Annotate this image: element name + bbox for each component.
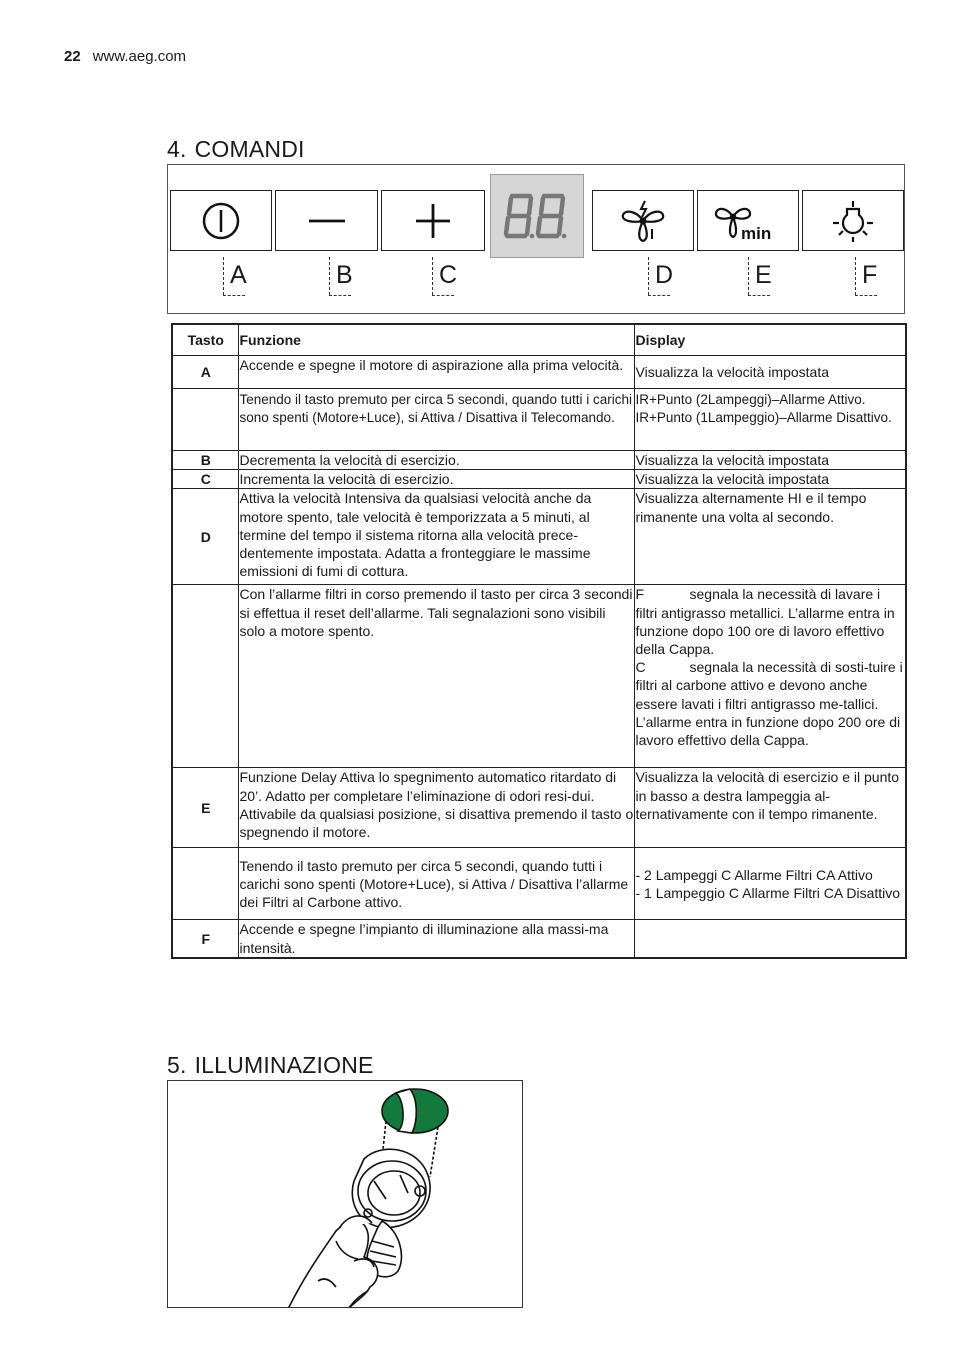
header-tasto: Tasto <box>172 324 238 356</box>
table-row: A Accende e spegne il motore di aspirazione alla prima velocità. Visualizza la velocità impostata <box>172 356 906 389</box>
key-label-d: D <box>648 257 674 297</box>
table-row: C Incrementa la velocità di esercizio. Visualizza la velocità impostata <box>172 470 906 489</box>
fan-boost-icon <box>619 199 667 243</box>
table-row: B Decrementa la velocità di esercizio. Visualizza la velocità impostata <box>172 451 906 470</box>
table-row: F Accende e spegne l’impianto di illuminazione alla massi-ma intensità. <box>172 920 906 958</box>
page-number: 22 <box>64 48 81 65</box>
min-text: min <box>741 223 772 243</box>
display-icon <box>502 192 572 240</box>
website: www.aeg.com <box>92 48 187 65</box>
page-header <box>64 48 186 65</box>
key-light <box>802 190 904 251</box>
plus-icon <box>413 201 453 241</box>
table-row: E Funzione Delay Attiva lo spegnimento automatico ritardato di 20’. Adatto per completare l’eliminazione di odori resi-dui. Attivabile da qualsiasi posizione, si disattiva premendo il tasto o spegnendo il motore. Visualizza la velocità di esercizio e il punto in basso a destra lampeggia al-ternativamente con il tempo rimanente. <box>172 768 906 848</box>
key-label-c: C <box>432 257 458 297</box>
key-fan-min <box>697 190 799 251</box>
key-label-a: A <box>223 257 249 297</box>
functions-table <box>171 323 907 959</box>
fan-min-icon <box>713 199 783 243</box>
table-row: Con l’allarme filtri in corso premendo il tasto per circa 3 secondi si effettua il reset dell’allarme. Tali segnalazioni sono visibili solo a motore spento. F segnala la necessità di lavare i filtri antigrasso metallici. L’allarme entra in funzione dopo 100 ore di lavoro effettivo della Cappa. C segnala la necessità di sosti-tuire i filtri al carbone attivo e devono anche essere lavati i filtri antigrasso me-tallici. L’allarme entra in funzione dopo 200 ore di lavoro effettivo della Cappa. <box>172 585 906 768</box>
key-fan-boost <box>592 190 694 251</box>
key-power <box>170 190 272 251</box>
key-label-b: B <box>329 257 355 297</box>
power-icon <box>201 201 241 241</box>
control-panel-diagram <box>167 164 905 314</box>
lamp-hand-illustration <box>168 1081 523 1308</box>
key-minus <box>275 190 378 251</box>
table-header-row <box>172 324 906 356</box>
section-title-comandi: 4. COMANDI <box>167 136 305 162</box>
lamp-replacement-illustration <box>167 1080 523 1308</box>
header-display: Display <box>634 324 906 356</box>
header-funzione: Funzione <box>238 324 634 356</box>
section-title-illuminazione: 5. ILLUMINAZIONE <box>167 1052 374 1078</box>
table-row: Tenendo il tasto premuto per circa 5 secondi, quando tutti i carichi sono spenti (Motore+Luce), si Attiva / Disattiva l’allarme dei Filtri al Carbone attivo. - 2 Lampeggi C Allarme Filtri CA Attivo - 1 Lampeggio C Allarme Filtri CA Disattivo <box>172 848 906 920</box>
key-label-f: F <box>855 257 881 297</box>
light-icon <box>831 199 875 243</box>
table-row: D Attiva la velocità Intensiva da qualsiasi velocità anche da motore spento, tale velocità è temporizzata a 5 minuti, al termine del tempo il sistema ritorna alla velocità prece-dentemente impostata. Adatta a fronteggiare le massime emissioni di fumi di cottura. Visualizza alternamente HI e il tempo rimanente una volta al secondo. <box>172 489 906 585</box>
key-plus <box>381 190 485 251</box>
table-row: Tenendo il tasto premuto per circa 5 secondi, quando tutti i carichi sono spenti (Motore+Luce), si Attiva / Disattiva il Telecomando. IR+Punto (2Lampeggi)–Allarme Attivo. IR+Punto (1Lampeggio)–Allarme Disattivo. <box>172 389 906 451</box>
minus-icon <box>307 201 347 241</box>
digit-display <box>490 174 584 258</box>
key-label-e: E <box>748 257 774 297</box>
